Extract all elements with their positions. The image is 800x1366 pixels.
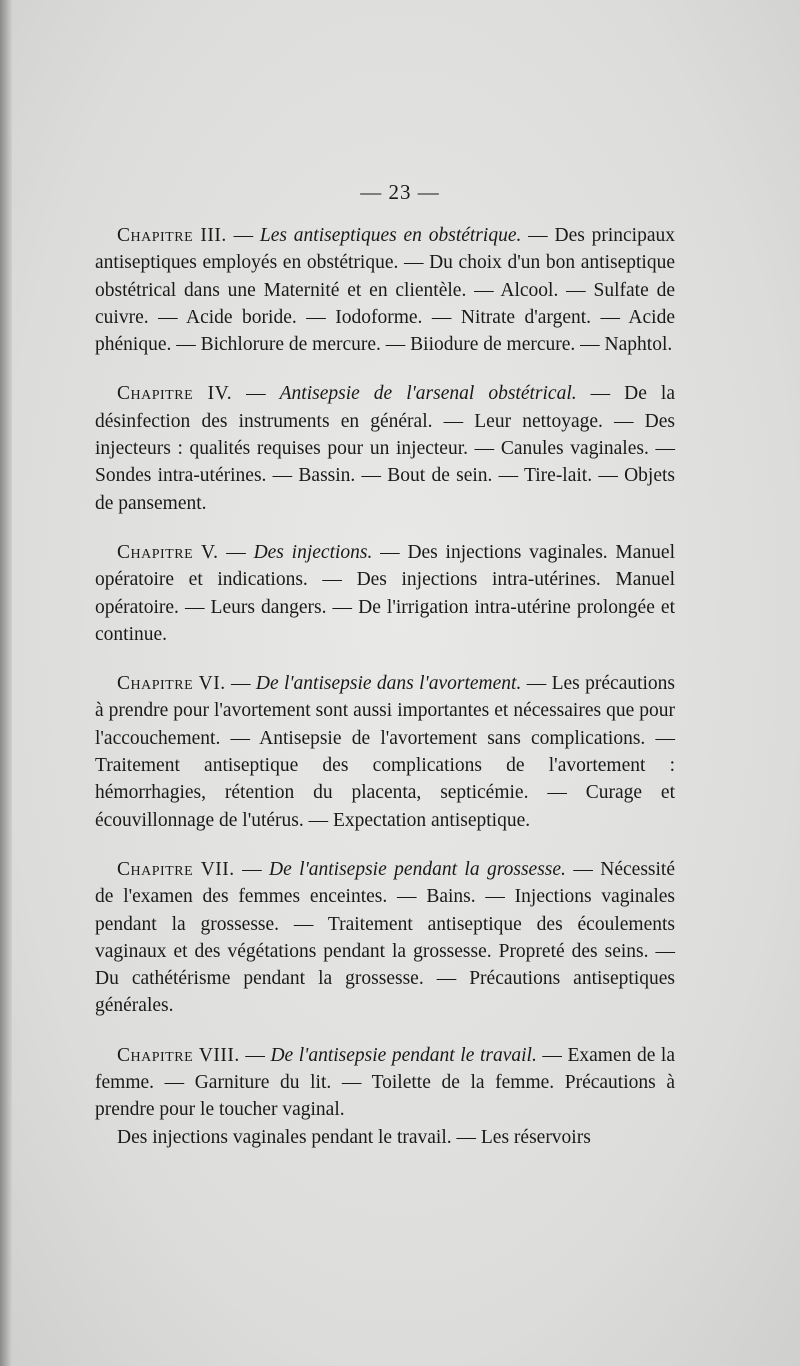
chapter-body: Des principaux antiseptiques employés en obstétrique. — Du choix d'un bon antiseptique obstétrical dans une Maternité et en clientèle. — Alcool. — Sulfate de cuivre. — Acide boride. — Iodoforme. — Nitrate d'argent. — Acide phénique. — Bichlorure de mercure. — Biiodure de mercure. — Naphtol.: [95, 225, 676, 356]
chapter-title: De l'antisepsie pendant la grossesse.: [269, 858, 566, 880]
page-number: — 23 —: [360, 180, 440, 204]
chapter-heading: Chapitre VIII.: [117, 1044, 240, 1066]
chapter-title: De l'antisepsie dans l'avortement.: [255, 673, 522, 695]
separator: —: [232, 383, 280, 405]
separator: —: [225, 673, 256, 695]
separator: —: [521, 673, 552, 695]
chapter-7-paragraph: [95, 856, 675, 1020]
separator: —: [226, 225, 260, 246]
final-line: Des injections vaginales pendant le travail. — Les réservoirs: [117, 1126, 591, 1148]
chapter-body: De la désinfection des instruments en général. — Leur nettoyage. — Des injecteurs : qualités requises pour un injecteur. — Canules vaginales. — Sondes intra-utérines. — Bassin. — Bout de sein. — Tire-lait. — Objets de pansement.: [95, 383, 676, 514]
chapter-title: Des injections.: [253, 541, 373, 563]
chapter-title: Antisepsie de l'arsenal obstétrical.: [279, 383, 577, 405]
separator: —: [218, 541, 254, 563]
chapter-5-paragraph: [95, 539, 675, 648]
chapter-heading: Chapitre III.: [117, 225, 227, 246]
chapter-6-paragraph: [95, 670, 675, 834]
chapter-heading: Chapitre VII.: [117, 858, 235, 880]
separator: —: [239, 1044, 271, 1066]
chapter-body: Les précautions à prendre pour l'avortement sont aussi importantes et nécessaires que pour l'accouchement. — Antisepsie de l'avortement sans complications. — Traitement antiseptique des complications de l'avortement : hémorrhagies, rétention du placenta, septicémie. — Curage et écouvillonnage de l'utérus. — Expectation antiseptique.: [95, 673, 676, 831]
separator: —: [372, 541, 408, 563]
separator: —: [234, 858, 269, 880]
chapter-heading: Chapitre IV.: [117, 383, 233, 405]
chapter-4-paragraph: [95, 380, 675, 516]
separator: —: [565, 858, 601, 880]
separator: —: [536, 1044, 568, 1066]
chapter-body: Nécessité de l'examen des femmes enceintes. — Bains. — Injections vaginales pendant la grossesse. — Traitement antiseptique des écoulements vaginaux et des végétations pendant la grossesse. Propreté des seins. — Du cathétérisme pendant la grossesse. — Précautions antiseptiques générales.: [95, 858, 675, 1017]
chapter-title: Les antiseptiques en obstétrique.: [259, 225, 522, 246]
chapter-3-paragraph: [95, 222, 675, 358]
page-text: [95, 222, 675, 1151]
chapter-heading: Chapitre V.: [117, 541, 219, 563]
chapter-heading: Chapitre VI.: [117, 673, 226, 695]
separator: —: [521, 225, 555, 246]
chapter-body: Examen de la femme. — Garniture du lit. — Toilette de la femme. Précautions à prendre pour le toucher vaginal.: [95, 1044, 676, 1121]
separator: —: [576, 383, 625, 405]
chapter-body: Des injections vaginales. Manuel opératoire et indications. — Des injections intra-utérines. Manuel opératoire. — Leurs dangers. — De l'irrigation intra-utérine prolongée et continue.: [95, 541, 676, 645]
chapter-8-paragraph: [95, 1042, 675, 1124]
chapter-title: De l'antisepsie pendant le travail.: [270, 1044, 537, 1066]
